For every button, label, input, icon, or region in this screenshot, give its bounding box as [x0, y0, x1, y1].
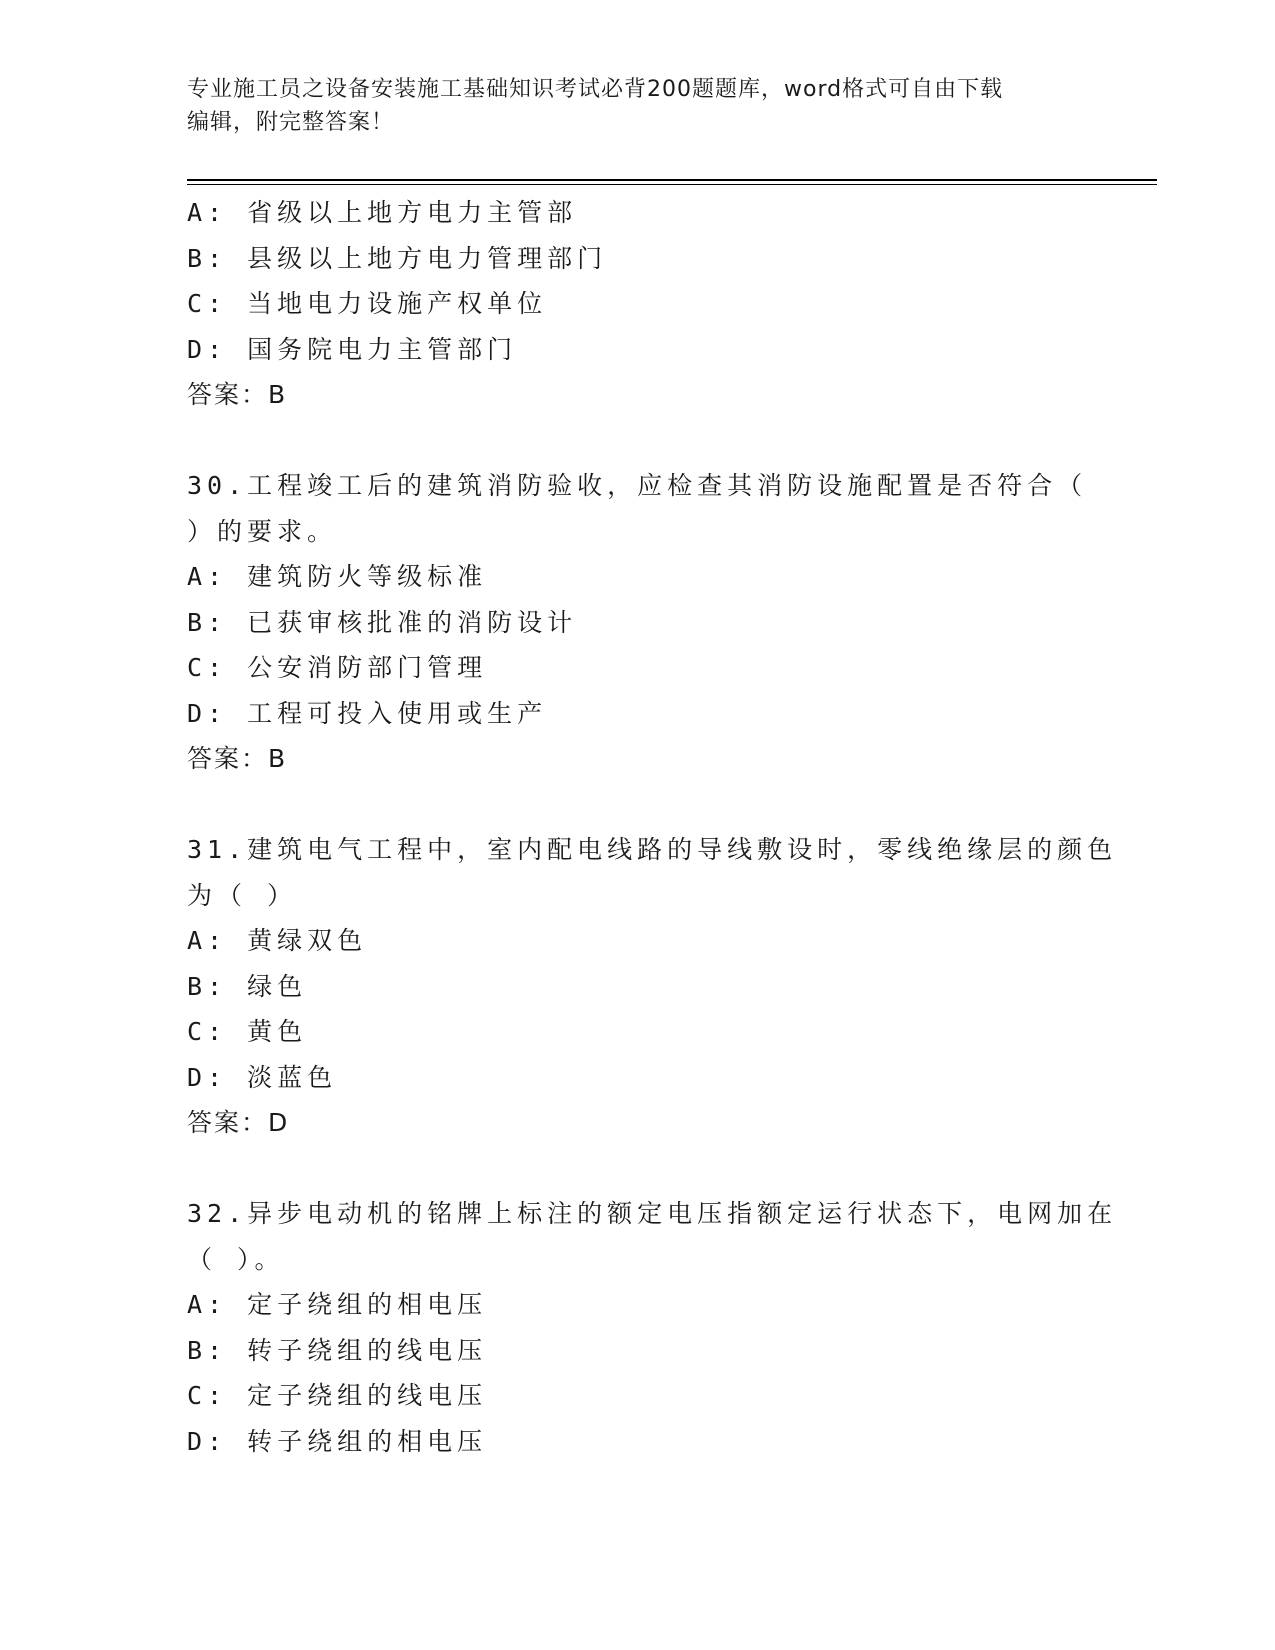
question-32: [187, 1191, 1118, 1464]
option-d: D: 工程可投入使用或生产: [187, 698, 548, 728]
question-stem: 30.工程竣工后的建筑消防验收，应检查其消防设施配置是否符合（: [187, 471, 1088, 500]
spacer: [187, 1146, 1087, 1192]
document-header: [187, 73, 1067, 139]
option-c: C: 当地电力设施产权单位: [187, 289, 548, 318]
spacer: [187, 418, 1087, 464]
header-divider-thin: [187, 184, 1157, 185]
answer: 答案：B: [187, 380, 288, 409]
option-b: B: 已获审核批准的消防设计: [187, 607, 578, 637]
option-b: B: 转子绕组的线电压: [187, 1335, 488, 1365]
option-a: A: 定子绕组的相电压: [187, 1290, 488, 1319]
option-b: B: 县级以上地方电力管理部门: [187, 243, 608, 273]
answer: 答案：D: [187, 1108, 290, 1137]
option-c: C: 公安消防部门管理: [187, 653, 488, 682]
option-a: A: 建筑防火等级标准: [187, 562, 488, 591]
question-list: [187, 190, 1118, 1464]
option-d: D: 淡蓝色: [187, 1062, 338, 1092]
question-stem-continued: （ ）。: [187, 1244, 285, 1274]
option-d: D: 国务院电力主管部门: [187, 334, 518, 364]
question-31: [187, 827, 1118, 1146]
option-b: B: 绿色: [187, 971, 308, 1001]
header-line-1: 专业施工员之设备安装施工基础知识考试必背200题题库，word格式可自由下载: [187, 77, 1004, 102]
spacer: [187, 782, 1087, 828]
question-stem-continued: ）的要求。: [187, 516, 338, 546]
header-divider: [187, 179, 1157, 181]
option-c: C: 定子绕组的线电压: [187, 1381, 488, 1410]
option-d: D: 转子绕组的相电压: [187, 1426, 488, 1456]
option-a: A: 黄绿双色: [187, 926, 368, 955]
question-stem-continued: 为（ ）: [187, 880, 298, 910]
answer: 答案：B: [187, 744, 288, 773]
option-a: A: 省级以上地方电力主管部: [187, 198, 578, 227]
header-line-2: 编辑，附完整答案！: [187, 110, 395, 135]
question-29: [187, 190, 1087, 418]
option-c: C: 黄色: [187, 1017, 308, 1046]
question-stem: 32.异步电动机的铭牌上标注的额定电压指额定运行状态下，电网加在: [187, 1199, 1118, 1228]
question-stem: 31.建筑电气工程中，室内配电线路的导线敷设时，零线绝缘层的颜色: [187, 835, 1118, 864]
question-30: [187, 463, 1087, 782]
